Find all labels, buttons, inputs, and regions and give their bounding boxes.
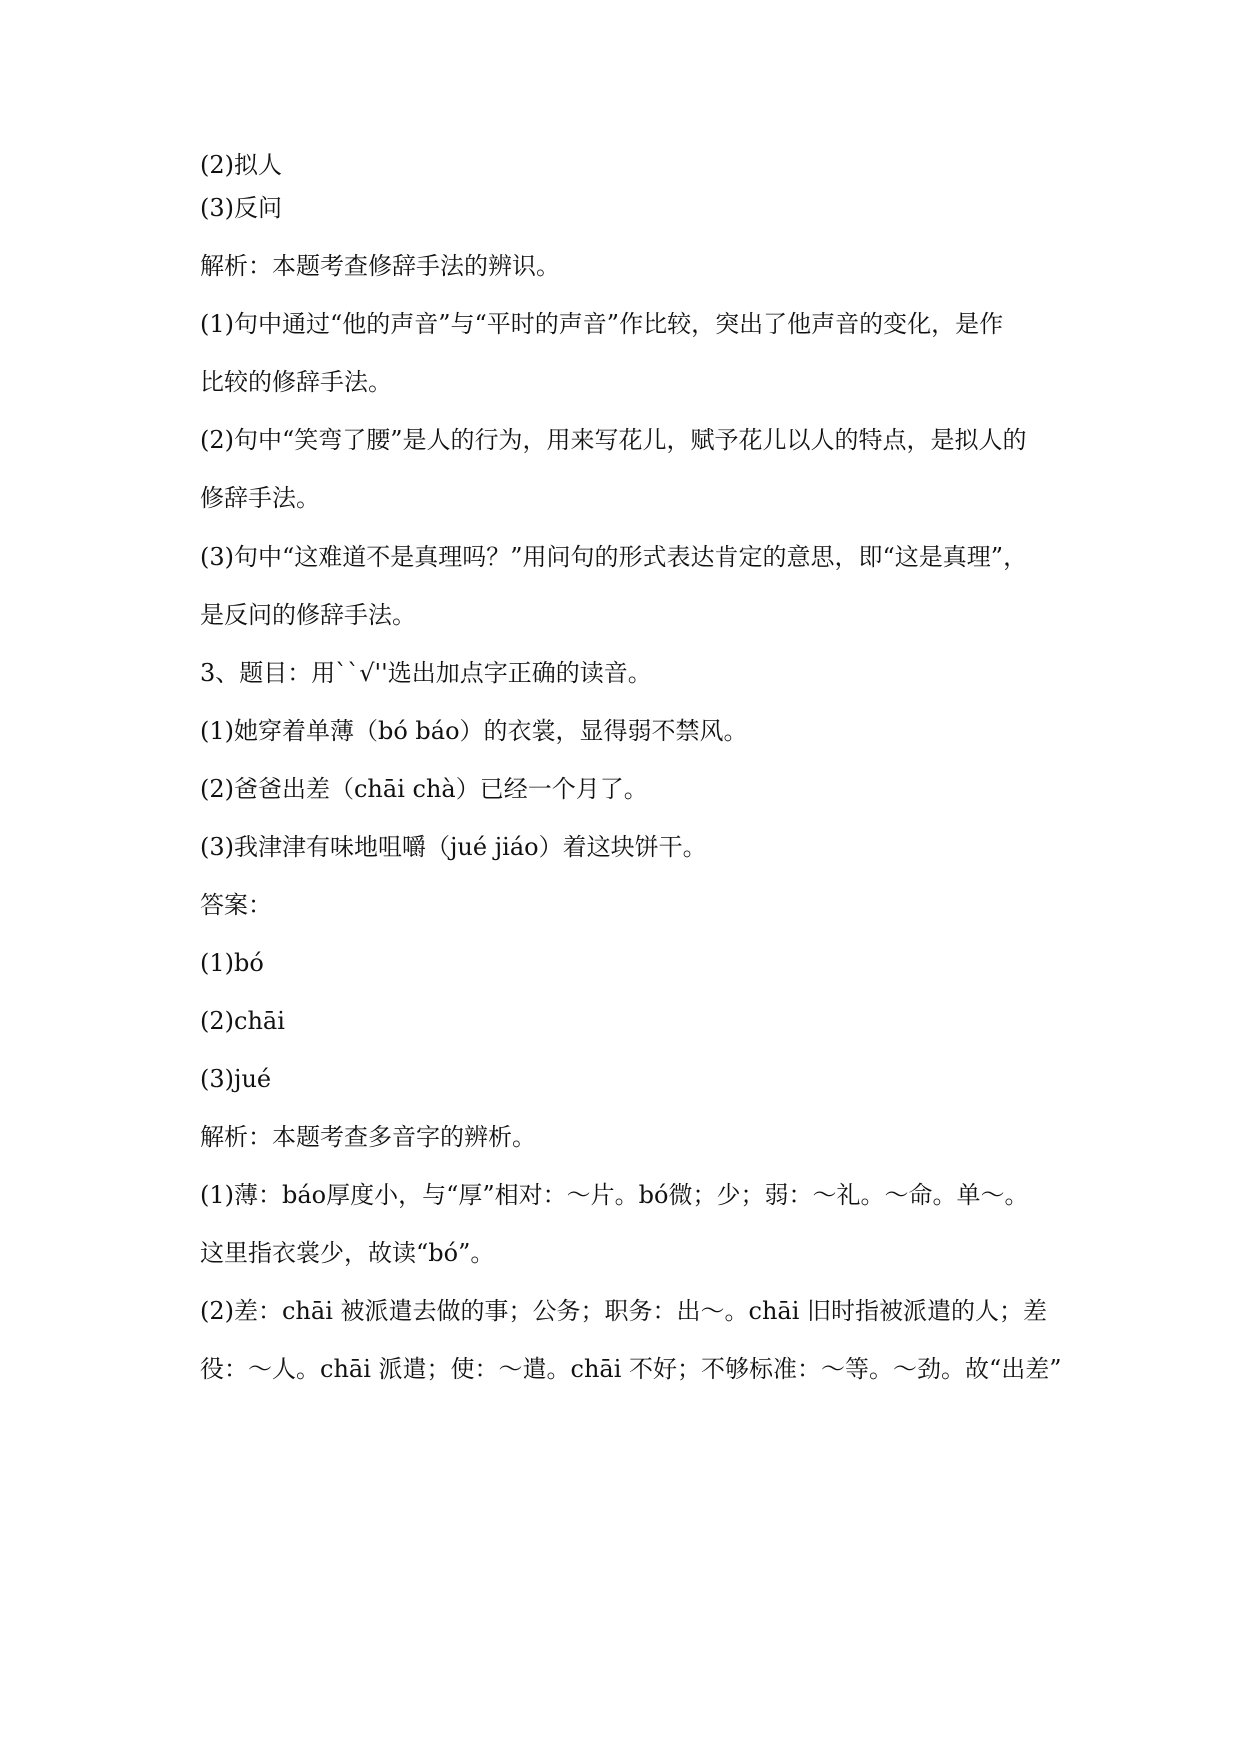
analysis-item-1-line-2: 这里指衣裳少，故读“bó”。 — [200, 1239, 495, 1267]
answer-item-3: (3)jué — [200, 1065, 272, 1093]
analysis-item-1-line-2: 比较的修辞手法。 — [200, 368, 392, 396]
analysis-item-3-line-1: (3)句中“这难道不是真理吗？”用问句的形式表达肯定的意思，即“这是真理”， — [200, 543, 1028, 571]
question-3-item-3: (3)我津津有味地咀嚼（jué jiáo）着这块饼干。 — [200, 833, 707, 861]
answer-item-1: (1)bó — [200, 949, 264, 977]
analysis-item-2-line-1: (2)差：chāi 被派遣去做的事；公务；职务：出～。chāi 旧时指被派遣的人；差 — [200, 1297, 1048, 1325]
analysis-heading: 解析：本题考查多音字的辨析。 — [200, 1123, 536, 1151]
question-3-title: 3、题目：用``√''选出加点字正确的读音。 — [200, 659, 652, 687]
answer-item-3: (3)反问 — [200, 194, 282, 222]
analysis-item-2-line-2: 修辞手法。 — [200, 484, 320, 512]
answer-item-2: (2)chāi — [200, 1007, 285, 1035]
analysis-item-3-line-2: 是反问的修辞手法。 — [200, 601, 416, 629]
analysis-item-1-line-1: (1)句中通过“他的声音”与“平时的声音”作比较，突出了他声音的变化，是作 — [200, 310, 1004, 338]
answer-item-2: (2)拟人 — [200, 151, 282, 179]
analysis-item-2-line-1: (2)句中“笑弯了腰”是人的行为，用来写花儿，赋予花儿以人的特点，是拟人的 — [200, 426, 1027, 454]
question-3-item-1: (1)她穿着单薄（bó báo）的衣裳，显得弱不禁风。 — [200, 717, 748, 745]
question-3-item-2: (2)爸爸出差（chāi chà）已经一个月了。 — [200, 775, 648, 803]
analysis-heading: 解析：本题考查修辞手法的辨识。 — [200, 252, 560, 280]
analysis-item-1-line-1: (1)薄：báo厚度小，与“厚”相对：～片。bó微；少；弱：～礼。～命。单～。 — [200, 1181, 1029, 1209]
answer-heading: 答案： — [200, 891, 272, 919]
analysis-item-2-line-2: 役：～人。chāi 派遣；使：～遣。chāi 不好；不够标准：～等。～劲。故“出差” — [200, 1355, 1062, 1383]
